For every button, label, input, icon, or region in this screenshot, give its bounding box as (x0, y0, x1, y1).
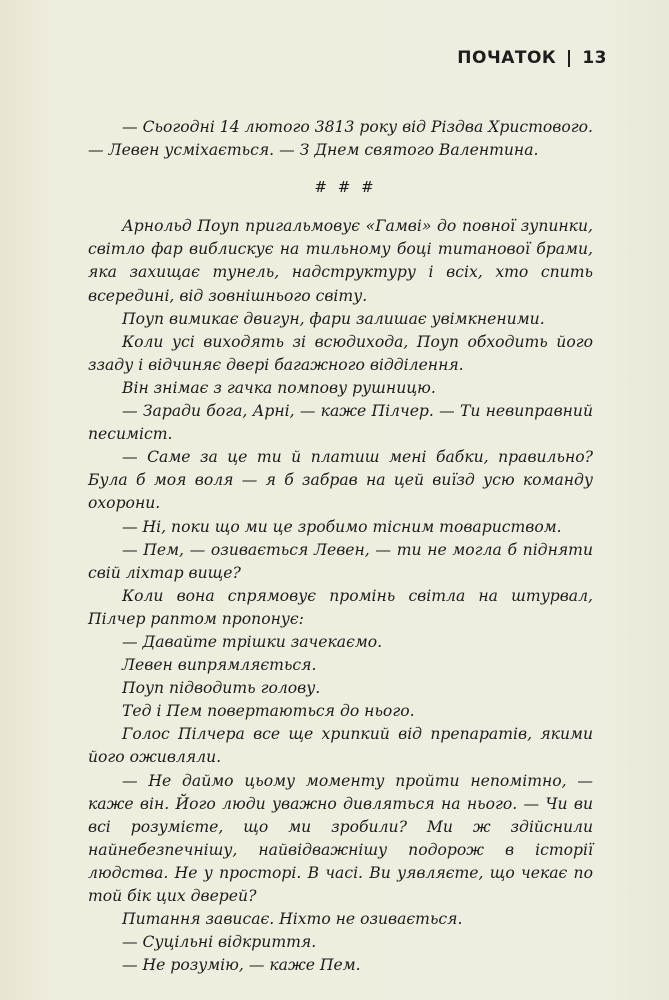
paragraph: — Саме за це ти й платиш мені бабки, правильно? Була б моя воля — я б забрав на цей виїзд усю команду охорони. (88, 448, 593, 513)
paragraph: Арнольд Поуп пригальмовує «Гамві» до повної зупинки, світло фар виблискує на тильному боці титанової брами, яка захищає тунель, надструктуру і всіх, хто спить всередині, від зовнішнього світу. (88, 217, 593, 305)
paragraph: Коли усі виходять зі всюдихода, Поуп обходить його ззаду і відчиняє двері багажного відділення. (88, 332, 593, 374)
paragraph: — Пем, — озивається Левен, — ти не могла б підняти свій ліхтар вище? (88, 540, 593, 582)
paragraph: — Сьогодні 14 лютого 3813 року від Різдва Христового. — Левен усміхається. — З Днем святого Валентина. (88, 118, 593, 160)
paragraph: — Не розумію, — каже Пем. (122, 956, 361, 975)
paragraph: — Давайте трішки зачекаємо. (122, 632, 383, 651)
paragraph: — Ні, поки що ми це зробимо тісним товариством. (122, 517, 562, 536)
chapter-title: ПОЧАТОК (457, 48, 557, 68)
section-separator: # # # (314, 178, 377, 197)
paragraph: Питання зависає. Ніхто не озивається. (122, 910, 463, 929)
paragraph: Левен випрямляється. (122, 656, 317, 675)
header-divider (568, 50, 570, 67)
paragraph: — Не даймо цьому моменту пройти непомітно, — каже він. Його люди уважно дивляться на нього. — Чи ви всі розумієте, що ми зробили? Ми ж здійснили найнебезпечнішу, найвідважнішу подорож в історії людства. Не у просторі. В часі. Ви уявляєте, що чекає по той бік цих дверей? (88, 771, 593, 905)
paragraph: Поуп вимикає двигун, фари залишає увімкненими. (122, 309, 545, 328)
running-header (457, 48, 607, 68)
paragraph: — Суцільні відкриття. (122, 933, 317, 952)
paragraph: — Заради бога, Арні, — каже Пілчер. — Ти невиправний песиміст. (88, 402, 593, 444)
page-body (88, 116, 593, 977)
page-number: 13 (582, 48, 607, 68)
paragraph: Поуп підводить голову. (122, 679, 321, 698)
paragraph: Голос Пілчера все ще хрипкий від препаратів, якими його оживляли. (88, 725, 593, 767)
paragraph: Він знімає з гачка помпову рушницю. (122, 378, 436, 397)
paragraph: Коли вона спрямовує промінь світла на штурвал, Пілчер раптом пропонує: (88, 586, 593, 628)
paragraph: Тед і Пем повертаються до нього. (122, 702, 415, 721)
